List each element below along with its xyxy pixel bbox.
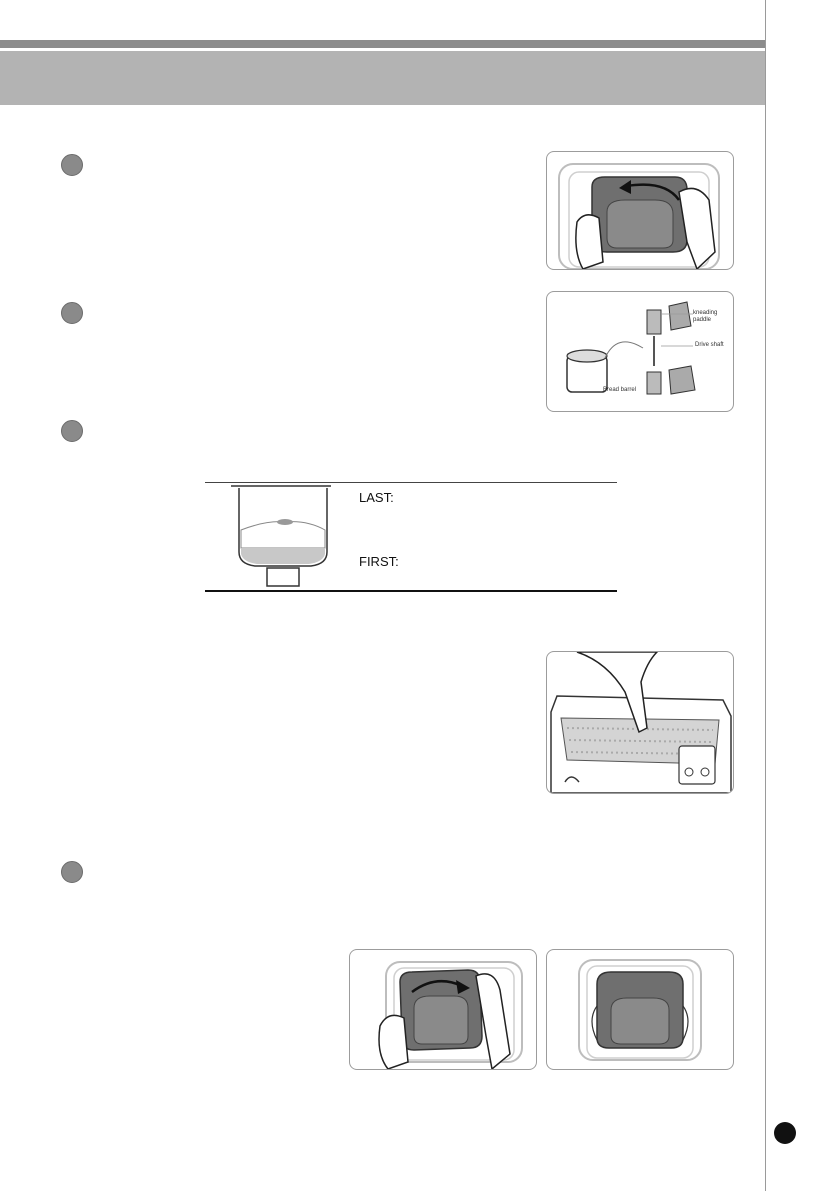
page-number-dot xyxy=(774,1122,796,1144)
last-layer-label: LAST: xyxy=(359,490,394,505)
margin-rule xyxy=(765,0,766,1191)
step-1-bullet xyxy=(61,154,83,176)
bread-pan-cross-section xyxy=(227,482,337,588)
drive-shaft-label: Drive shaft xyxy=(695,342,724,348)
first-layer-label: FIRST: xyxy=(359,554,399,569)
paddle-assembly-figure xyxy=(546,291,734,412)
step-4-bullet xyxy=(61,861,83,883)
header-stripe xyxy=(0,40,765,48)
kneading-paddle-label: kneading paddle xyxy=(693,310,718,323)
header-bar xyxy=(0,51,765,105)
pan-locked-figure xyxy=(546,949,734,1070)
diagram-bottom-rule xyxy=(205,590,617,592)
flour-well-figure xyxy=(546,651,734,794)
step-2-bullet xyxy=(61,302,83,324)
step-3-bullet xyxy=(61,420,83,442)
remove-pan-figure xyxy=(546,151,734,270)
ingredient-layer-diagram xyxy=(205,482,617,592)
insert-pan-figure xyxy=(349,949,537,1070)
bread-barrel-label: Bread barrel xyxy=(603,387,637,393)
